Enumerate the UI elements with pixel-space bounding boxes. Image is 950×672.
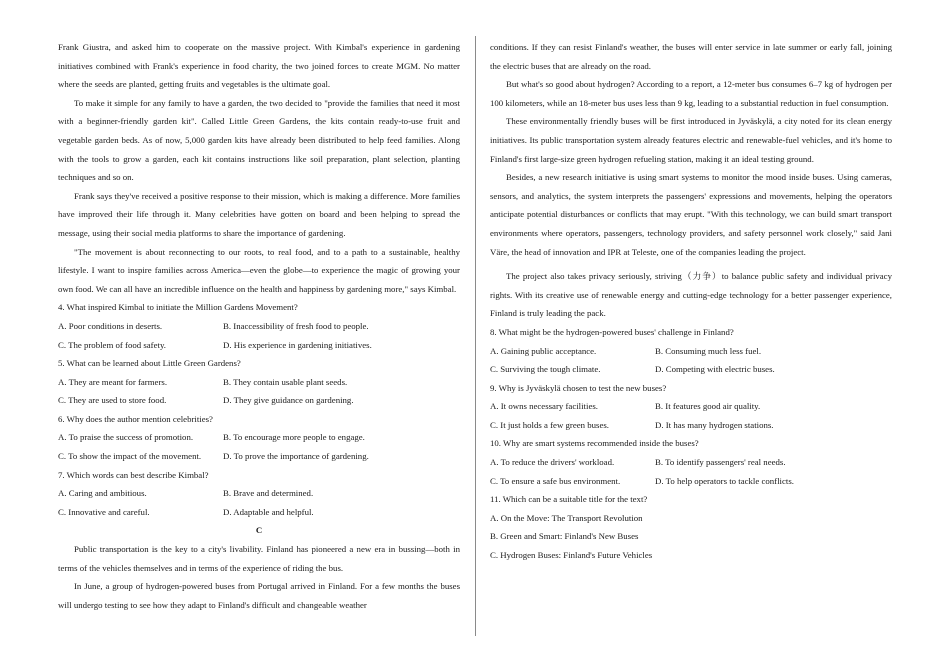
- question-10: [490, 434, 892, 490]
- option-a: A. To praise the success of promotion.: [58, 432, 194, 443]
- question-5: [58, 354, 460, 410]
- question-7: [58, 466, 460, 522]
- paragraph: But what's so good about hydrogen? According to a report, a 12-meter bus consumes 6–7 kg of hydrogen per 100 kilometers, while an 18-meter bus uses less than 9 kg, leading to a substantial reduction in fuel consumption.: [490, 79, 892, 108]
- option-b: B. Inaccessibility of fresh food to people.: [223, 320, 369, 331]
- question-stem: 7. Which words can best describe Kimbal?: [58, 469, 209, 480]
- left-column: [58, 38, 460, 614]
- option-d: D. They give guidance on gardening.: [223, 395, 354, 406]
- paragraph: Frank Giustra, and asked him to cooperate on the massive project. With Kimbal's experience in gardening initiatives combined with Frank's experience in food charity, the two joined forces to create MGM. No matter where the seeds are planted, getting fruits and vegetables is the ultimate goal.: [58, 42, 460, 90]
- option-c: C. To ensure a safe bus environment.: [490, 475, 621, 486]
- option-a: A. On the Move: The Transport Revolution: [490, 512, 643, 523]
- question-stem: 8. What might be the hydrogen-powered buses' challenge in Finland?: [490, 326, 734, 337]
- right-column: [490, 38, 892, 565]
- option-c: C. Hydrogen Buses: Finland's Future Vehicles: [490, 550, 653, 561]
- option-b: B. It features good air quality.: [655, 401, 761, 412]
- option-c: C. To show the impact of the movement.: [58, 451, 202, 462]
- option-b: B. They contain usable plant seeds.: [223, 376, 348, 387]
- paragraph: conditions. If they can resist Finland's weather, the buses will enter service in late summer or early fall, joining the electric buses that are already on the road.: [490, 42, 892, 71]
- question-9: [490, 379, 892, 435]
- option-b: B. To identify passengers' real needs.: [655, 457, 786, 468]
- option-d: D. To help operators to tackle conflicts.: [655, 475, 794, 486]
- option-b: B. Brave and determined.: [223, 488, 314, 499]
- option-b: B. Green and Smart: Finland's New Buses: [490, 531, 639, 542]
- paragraph: The project also takes privacy seriously, striving（力争）to balance public safety and individual privacy rights. With its creative use of renewable energy and cutting-edge technology for a better passenger experience, Finland is truly leading the pack.: [490, 271, 892, 319]
- column-divider: [475, 36, 476, 636]
- section-heading: C: [255, 525, 263, 536]
- question-stem: 5. What can be learned about Little Green Gardens?: [58, 358, 241, 369]
- option-a: A. Gaining public acceptance.: [490, 345, 597, 356]
- question-11: [490, 490, 892, 564]
- option-b: B. Consuming much less fuel.: [655, 345, 762, 356]
- question-stem: 9. Why is Jyväskylä chosen to test the new buses?: [490, 382, 667, 393]
- option-c: C. Innovative and careful.: [58, 506, 150, 517]
- paragraph: In June, a group of hydrogen-powered buses from Portugal arrived in Finland. For a few months the buses will undergo testing to see how they adapt to Finland's difficult and changeable weather: [58, 581, 460, 610]
- option-d: D. His experience in gardening initiatives.: [223, 339, 372, 350]
- option-c: C. It just holds a few green buses.: [490, 419, 609, 430]
- paragraph: To make it simple for any family to have a garden, the two decided to "provide the families that need it most with a beginner-friendly garden kit". Called Little Green Gardens, the kits contain ready-to-use fruit and vegetable garden beds. As of now, 5,000 garden kits have already been distributed to help feed families. Along with the tools to grow a garden, each kit contains instructions like soil preparation, plant selection, planting techniques and so on.: [58, 97, 460, 183]
- question-4: [58, 298, 460, 354]
- paragraph: Frank says they've received a positive response to their mission, which is making a difference. More families have improved their life through it. Many celebrities have gotten on board and been helping to spread the message, using their social media platforms to share the importance of gardening.: [58, 190, 460, 238]
- option-c: C. The problem of food safety.: [58, 339, 166, 350]
- paragraph: These environmentally friendly buses will be first introduced in Jyväskylä, a city noted for its clean energy initiatives. Its public transportation system already features electric and renewable-fuel vehicles, and it's home to Finland's first large-size green hydrogen refueling station, making it an ideal testing ground.: [490, 116, 892, 164]
- option-a: A. Caring and ambitious.: [58, 488, 147, 499]
- option-b: B. To encourage more people to engage.: [223, 432, 365, 443]
- question-8: [490, 323, 892, 379]
- option-a: A. It owns necessary facilities.: [490, 401, 598, 412]
- option-d: D. Adaptable and helpful.: [223, 506, 314, 517]
- option-d: D. It has many hydrogen stations.: [655, 419, 774, 430]
- question-stem: 11. Which can be a suitable title for the text?: [490, 494, 648, 505]
- option-d: D. To prove the importance of gardening.: [223, 451, 369, 462]
- paragraph: Besides, a new research initiative is using smart systems to monitor the mood inside buses. Using cameras, sensors, and analytics, the system interprets the passengers' expressions and movements, helping the operators anticipate potential disturbances or conflicts that may erupt. "With this technology, we can build smart transport environments where operators, passengers, technology providers, and safety personnel work closely," said Jani Väre, the head of innovation and IPR at Teleste, one of the companies leading the project.: [490, 172, 892, 257]
- question-stem: 10. Why are smart systems recommended inside the buses?: [490, 438, 699, 449]
- option-a: A. They are meant for farmers.: [58, 376, 168, 387]
- option-a: A. Poor conditions in deserts.: [58, 320, 163, 331]
- option-c: C. Surviving the tough climate.: [490, 364, 601, 375]
- question-6: [58, 410, 460, 466]
- option-a: A. To reduce the drivers' workload.: [490, 457, 615, 468]
- option-c: C. They are used to store food.: [58, 395, 167, 406]
- question-stem: 6. Why does the author mention celebrities?: [58, 413, 213, 424]
- paragraph: "The movement is about reconnecting to our roots, to real food, and to a path to a sustainable, healthy lifestyle. I want to inspire families across America—even the globe—to experience the magic of growing your own food. We can all have an incredible influence on the health and happiness by gardening more," says Kimbal.: [58, 246, 460, 294]
- option-d: D. Competing with electric buses.: [655, 364, 775, 375]
- paragraph: Public transportation is the key to a city's livability. Finland has pioneered a new era in bussing—both in terms of the vehicles themselves and in terms of the experience of riding the bus.: [58, 544, 460, 573]
- question-stem: 4. What inspired Kimbal to initiate the Million Gardens Movement?: [58, 302, 298, 313]
